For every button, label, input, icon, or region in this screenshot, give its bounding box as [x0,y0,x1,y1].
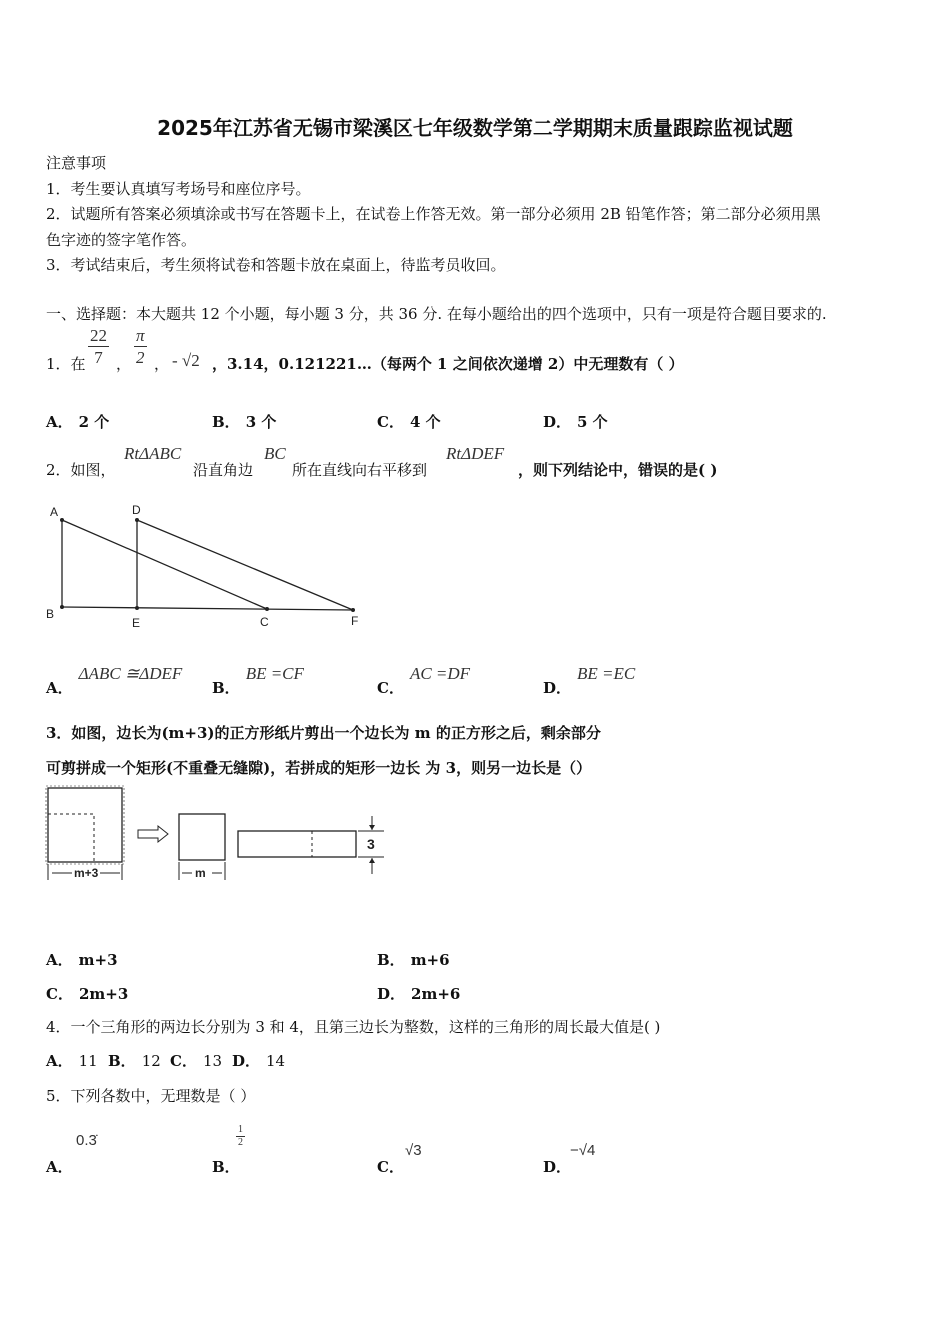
q2-text: ，则下列结论中，错误的是( ) [518,461,718,479]
q2-math-rtdef: RtΔDEF [446,444,505,463]
q4-option-d[interactable] [232,1050,285,1071]
option-text: 2 个 [78,413,110,431]
option-label: A． [46,951,73,969]
q5-option-d-value: −√4 [570,1142,596,1159]
point-label-a: A [50,505,59,519]
q4-option-a[interactable] [46,1050,98,1071]
q2-option-d[interactable] [543,663,636,697]
q2-prefix: 2．如图， [46,461,116,479]
option-label: D． [543,1158,572,1176]
option-text: m+3 [78,951,118,969]
option-label: C． [170,1052,197,1070]
q5-option-b-fraction [236,1124,245,1149]
point-label-b: B [46,607,55,621]
option-text: 13 [202,1052,223,1070]
q3-square-figure [44,784,394,884]
q1-frac2-den: 2 [136,348,145,367]
q4-option-b[interactable] [108,1050,161,1071]
notice-item: 1．考生要认真填写考场号和座位序号。 [46,180,311,198]
option-label: C． [377,1158,404,1176]
q4-option-c[interactable] [170,1050,222,1071]
option-text: 14 [266,1052,286,1070]
q2-option-c[interactable] [377,663,471,697]
option-label: C． [377,679,404,697]
point-label-e: E [132,616,141,630]
point-label-f: F [351,614,359,628]
option-text: 2m+3 [78,985,129,1003]
fig-label-m-plus-3: m+3 [74,866,99,880]
option-label: D． [543,413,572,431]
option-text: m+6 [410,951,450,969]
option-label: D． [543,679,572,697]
option-label: B． [108,1052,136,1070]
option-text: BE =EC [577,664,636,683]
q1-fraction-pi-2 [134,326,147,369]
notice-item: 2．试题所有答案必须填涂或书写在答题卡上，在试卷上作答无效。第一部分必须用 2B 铅笔作答；第二部分必须用黑 [46,205,821,223]
notice-heading: 注意事项 [46,154,107,172]
option-label: A． [46,1052,73,1070]
q3-line2: 可剪拼成一个矩形(不重叠无缝隙)，若拼成的矩形一边长 为 3，则另一边长是（） [46,759,592,777]
option-text: AC =DF [409,664,471,683]
page-title: 2025年江苏省无锡市梁溪区七年级数学第二学期期末质量跟踪监视试题 [157,116,793,140]
option-label: A． [46,413,73,431]
option-text: BE =CF [245,664,304,683]
q2-option-b[interactable] [212,663,304,697]
option-text: 2m+6 [411,985,461,1003]
q1-comma: ， [116,355,132,373]
q2-math-rtabc: RtΔABC [124,444,182,463]
option-text: ΔABC ≅ΔDEF [78,664,183,683]
option-text: 12 [141,1052,161,1070]
q5-option-b[interactable] [212,1156,246,1177]
q1-prefix: 1．在 [46,355,86,373]
q1-fraction-22-7 [88,326,109,369]
q1-rest: ，3.14，0.121221…（每两个 1 之间依次递增 2）中无理数有（ ） [212,355,684,373]
q5-option-c[interactable] [377,1156,410,1177]
q2-text: 沿直角边 [193,461,254,479]
q5-option-d[interactable] [543,1156,577,1177]
q2-option-a[interactable] [46,663,183,697]
notice-item: 3．考试结束后，考生须将试卷和答题卡放在桌面上，待监考员收回。 [46,256,506,274]
option-label: B． [212,1158,240,1176]
q5-text: 5．下列各数中，无理数是（ ） [46,1087,256,1105]
q3-option-a[interactable] [46,949,118,970]
q5-option-c-value: √3 [405,1142,422,1159]
fig-label-3: 3 [367,836,375,852]
fraction-den: 2 [238,1137,243,1148]
q3-option-c[interactable] [46,983,128,1004]
q3-line1: 3．如图，边长为(m+3)的正方形纸片剪出一个边长为 m 的正方形之后，剩余部分 [46,724,601,742]
fig-label-m: m [195,866,206,880]
option-text: 3 个 [245,413,277,431]
option-label: A． [46,1158,73,1176]
q1-option-d[interactable] [543,411,608,432]
notice-item: 色字迹的签字笔作答。 [46,231,197,249]
q2-text: 所在直线向右平移到 [292,461,428,479]
q2-triangle-figure [40,500,370,632]
q1-option-c[interactable] [377,411,441,432]
q1-option-a[interactable] [46,411,109,432]
option-label: C． [46,985,73,1003]
q1-frac1-den: 7 [94,348,103,367]
q1-frac2-num: π [136,326,145,345]
section-heading: 一、选择题：本大题共 12 个小题，每小题 3 分，共 36 分. 在每小题给出的四个选项中，只有一项是符合题目要求的. [46,305,827,323]
option-label: B． [212,679,240,697]
q1-neg-sqrt2: - √2 [172,351,200,370]
option-text: 5 个 [577,413,608,431]
q3-option-b[interactable] [377,949,450,970]
option-label: D． [232,1052,261,1070]
option-label: B． [377,951,405,969]
q1-comma: ， [154,355,170,373]
option-label: D． [377,985,406,1003]
point-label-c: C [260,615,269,629]
q2-math-bc: BC [264,444,286,463]
q5-option-a-value: 0.3̇ [76,1132,97,1149]
option-label: B． [212,413,240,431]
q1-option-b[interactable] [212,411,276,432]
q4-text: 4．一个三角形的两边长分别为 3 和 4，且第三边长为整数，这样的三角形的周长最大值是( ) [46,1018,661,1036]
q5-option-a[interactable] [46,1156,79,1177]
fraction-num: 1 [238,1124,243,1135]
point-label-d: D [132,503,141,517]
option-label: C． [377,413,404,431]
q3-option-d[interactable] [377,983,460,1004]
option-text: 4 个 [409,413,441,431]
option-text: 11 [78,1052,98,1070]
q1-frac1-num: 22 [90,326,107,345]
option-label: A． [46,679,73,697]
